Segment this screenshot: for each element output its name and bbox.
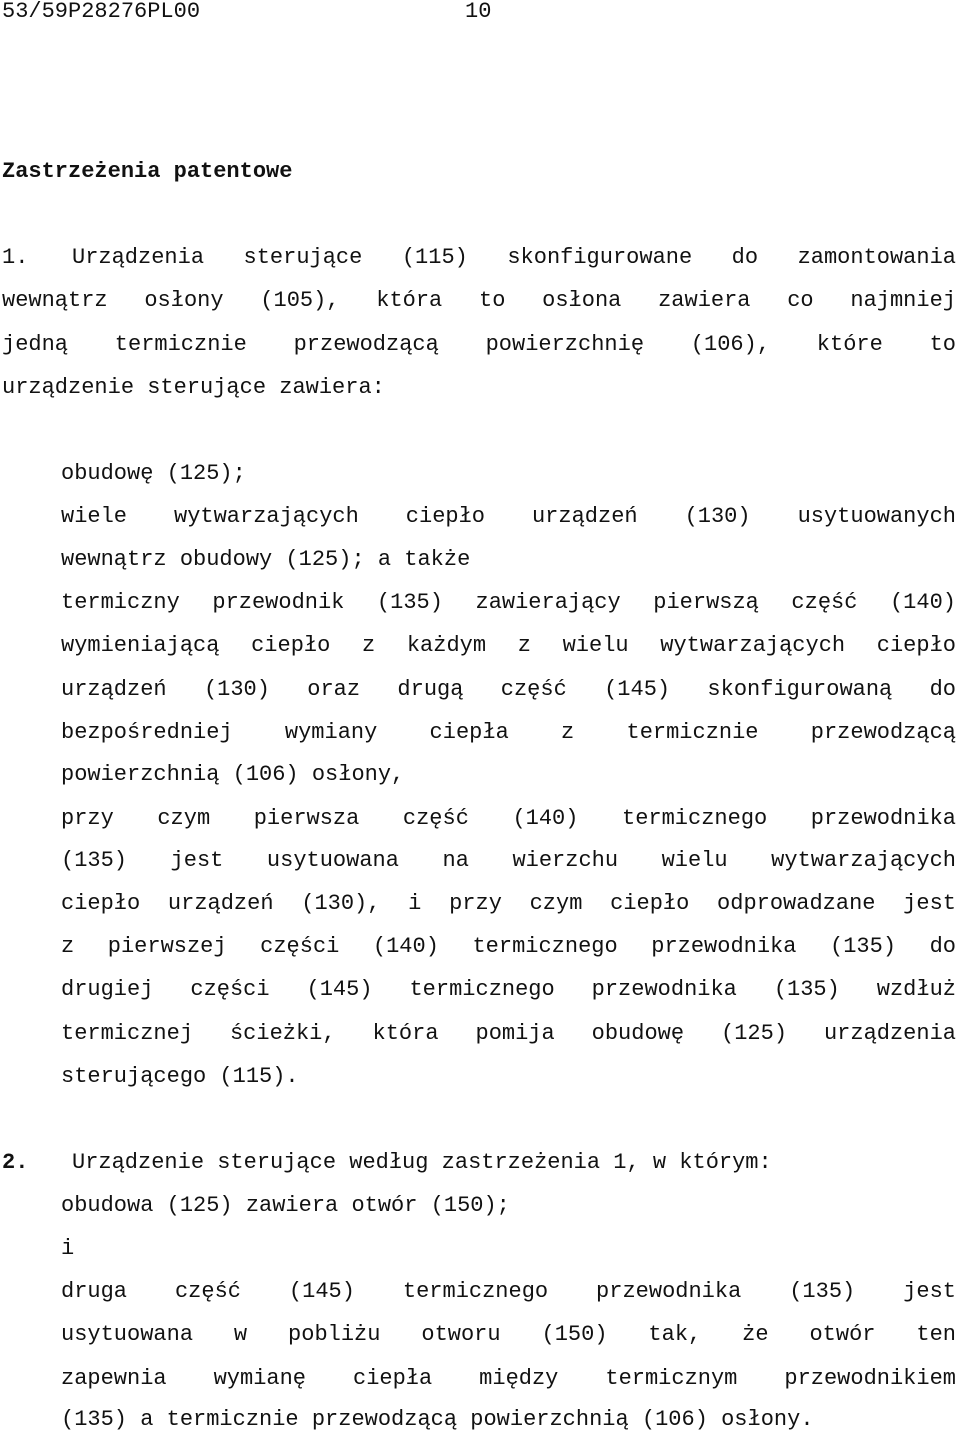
claim-number: 1. bbox=[2, 245, 29, 270]
claim-element-line: (135) jest usytuowana na wierzchu wielu wytwarzających bbox=[61, 848, 956, 873]
claim-element-line: zapewnia wymianę ciepła między termicznym przewodnikiem bbox=[61, 1366, 956, 1391]
page-number: 10 bbox=[465, 0, 492, 24]
document-id: 53/59P28276PL00 bbox=[2, 0, 201, 24]
claim-element-line: termicznej ścieżki, która pomija obudowę (125) urządzenia bbox=[61, 1021, 956, 1046]
claim-element-line: druga część (145) termicznego przewodnika (135) jest bbox=[61, 1279, 956, 1304]
claim-text-line: jedną termicznie przewodzącą powierzchnię (106), które to bbox=[2, 332, 956, 357]
claim-number: 2. bbox=[2, 1150, 29, 1175]
claim-element-line: usytuowana w pobliżu otworu (150) tak, że otwór ten bbox=[61, 1322, 956, 1347]
claim-element-line: przy czym pierwsza część (140) termicznego przewodnika bbox=[61, 806, 956, 831]
claim-text-line: wewnątrz osłony (105), która to osłona zawiera co najmniej bbox=[2, 288, 956, 313]
claim-element-line: obudowę (125); bbox=[61, 461, 246, 486]
claim-text-line: Urządzenia sterujące (115) skonfigurowane do zamontowania bbox=[72, 245, 956, 270]
claim-element-line: (135) a termicznie przewodzącą powierzchnią (106) osłony. bbox=[61, 1407, 814, 1432]
claim-element-line: ciepło urządzeń (130), i przy czym ciepło odprowadzane jest bbox=[61, 891, 956, 916]
claim-element-line: sterującego (115). bbox=[61, 1064, 299, 1089]
claim-element-line: wymieniającą ciepło z każdym z wielu wytwarzających ciepło bbox=[61, 633, 956, 658]
section-title: Zastrzeżenia patentowe bbox=[2, 159, 293, 184]
claim-element-line: powierzchnią (106) osłony, bbox=[61, 762, 405, 787]
claim-element-line: termiczny przewodnik (135) zawierający pierwszą część (140) bbox=[61, 590, 956, 615]
claim-text-line: Urządzenie sterujące według zastrzeżenia 1, w którym: bbox=[72, 1150, 772, 1175]
claim-element-line: drugiej części (145) termicznego przewodnika (135) wzdłuż bbox=[61, 977, 956, 1002]
claim-element-line: bezpośredniej wymiany ciepła z termicznie przewodzącą bbox=[61, 720, 956, 745]
claim-text-line: urządzenie sterujące zawiera: bbox=[2, 375, 385, 400]
claim-element-line: i bbox=[61, 1236, 75, 1261]
claim-element-line: obudowa (125) zawiera otwór (150); bbox=[61, 1193, 510, 1218]
claim-element-line: urządzeń (130) oraz drugą część (145) skonfigurowaną do bbox=[61, 677, 956, 702]
claim-element-line: z pierwszej części (140) termicznego przewodnika (135) do bbox=[61, 934, 956, 959]
claim-element-line: wewnątrz obudowy (125); a także bbox=[61, 547, 471, 572]
claim-element-line: wiele wytwarzających ciepło urządzeń (130) usytuowanych bbox=[61, 504, 956, 529]
